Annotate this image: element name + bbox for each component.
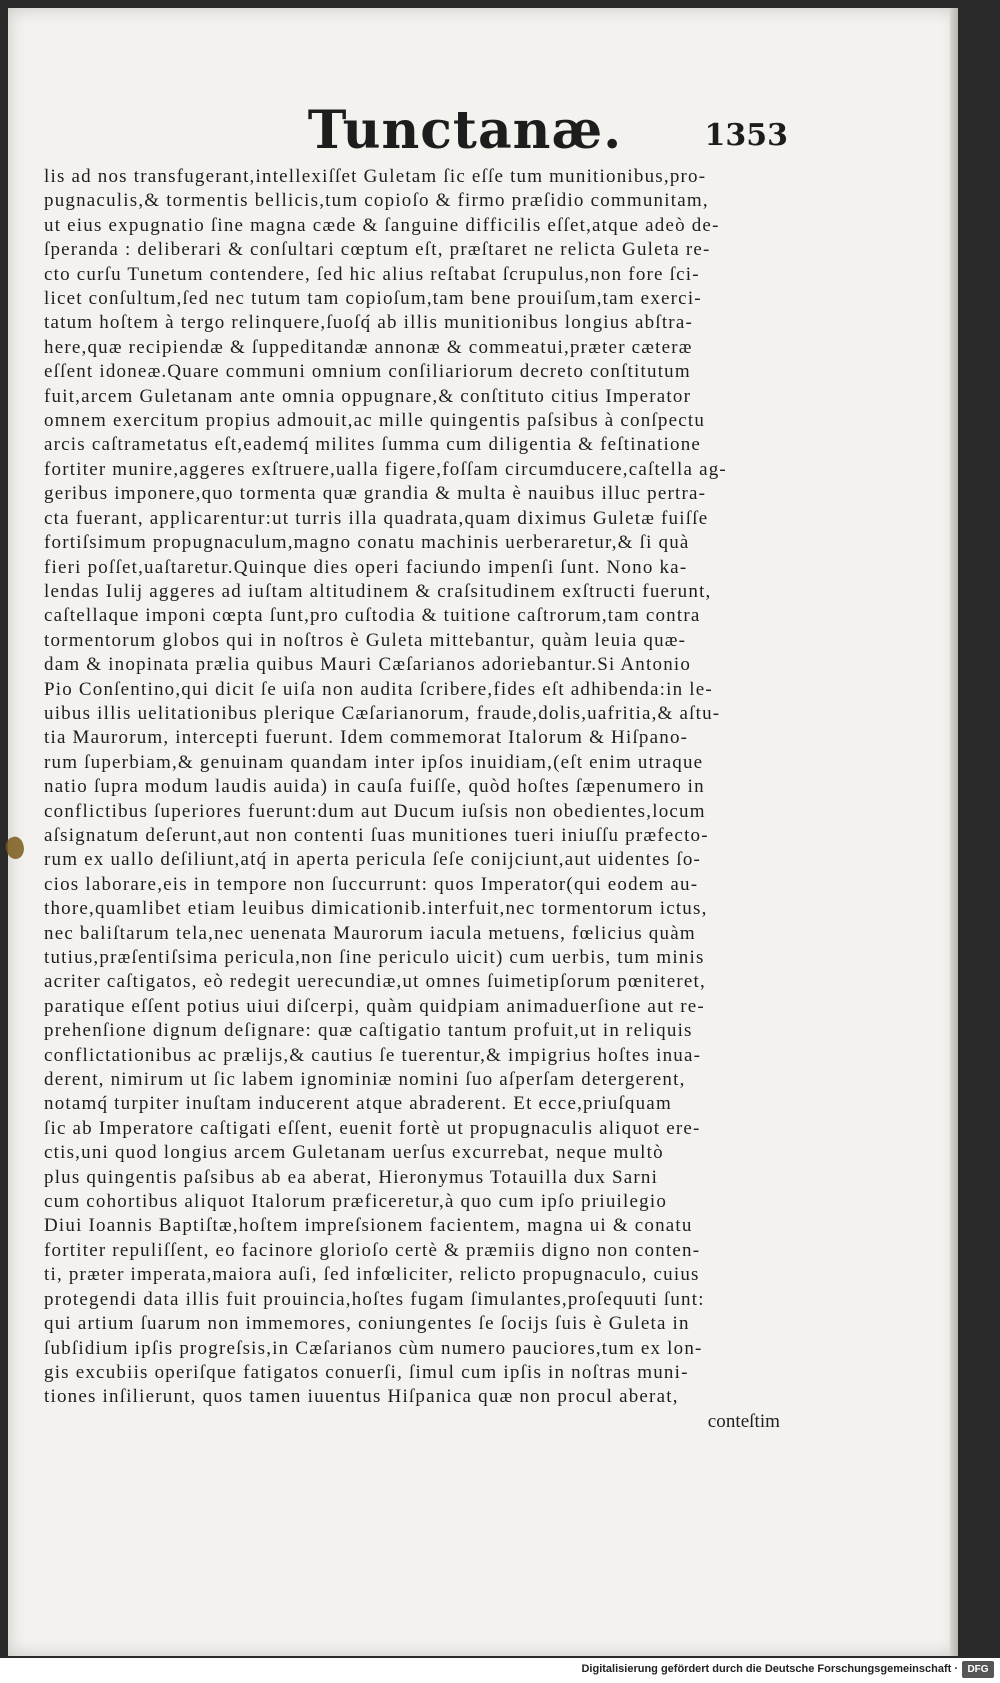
text-line: lis ad nos transfugerant,intellexiſſet Guletam ſic eſſe tum munitionibus,pro- (44, 166, 707, 187)
text-line: nec baliſtarum tela,nec uenenata Maurorum iacula metuens, fœlicius quàm (44, 922, 696, 944)
text-line: rum ſuperbiam,& genuinam quandam inter ipſos inuidiam,(eſt enim utraque (44, 751, 704, 773)
text-line: natio ſupra modum laudis auida) in cauſa fuiſſe, quòd hoſtes ſæpenumero in (44, 776, 705, 798)
text-line: tiones inſilierunt, quos tamen iuuentus Hiſpanica quæ non procul aberat, (44, 1386, 679, 1408)
text-line: tutius,præſentiſsima pericula,non ſine periculo uicit) cum uerbis, tum minis (44, 947, 705, 968)
text-line: thore,quamlibet etiam leuibus dimicationib.interfuit,nec tormentorum ictus, (44, 898, 708, 920)
text-line: Pio Conſentino,qui dicit ſe uiſa non audita ſcribere,fides eſt adhibenda:in le- (44, 678, 713, 700)
text-line: derent, nimirum ut ſic labem ignominiæ nomini ſuo aſperſam detergerent, (44, 1069, 686, 1091)
text-line: ſic ab Imperatore caſtigati eſſent, euenit fortè ut propugnaculis aliquot ere- (44, 1117, 701, 1139)
text-line: licet conſultum,ſed nec tutum tam copioſum,tam bene prouiſum,tam exerci- (44, 288, 702, 310)
text-line: cto curſu Tunetum contendere, ſed hic alius reſtabat ſcrupulus,non fore ſci- (44, 263, 700, 285)
text-line: ctis,uni quod longius arcem Guletanam uerſus excurrebat, neque multò (44, 1142, 664, 1164)
text-line: omnem exercitum propius admouit,ac mille quingentis paſsibus à conſpectu (44, 410, 706, 432)
text-line: uibus illis uelitationibus plerique Cæſarianorum, fraude,dolis,uafritia,& aſtu- (44, 702, 721, 724)
text-line: cios laborare,eis in tempore non ſuccurrunt: quos Imperator(qui eodem au- (44, 873, 699, 895)
text-line: fieri poſſet,uaſtaretur.Quinque dies operi faciundo impenſi ſunt. Nono ka- (44, 556, 688, 578)
text-line: acriter caſtigatos, eò redegit uerecundiæ,ut omnes ſuimetipſorum pœniteret, (44, 971, 706, 993)
text-line: Diui Ioannis Baptiſtæ,hoſtem impreſsionem facientem, magna ui & conatu (44, 1215, 693, 1237)
text-line: ut eius expugnatio ſine magna cæde & ſanguine difficilis eſſet,atque adeò de- (44, 214, 720, 236)
text-line: fortiter repuliſſent, eo facinore glorioſo certè & præmiis digno non conten- (44, 1239, 701, 1261)
text-line: ſperanda : deliberari & conſultari cœptum eſt, præſtaret ne relicta Guleta re- (44, 239, 711, 261)
text-line: pugnaculis,& tormentis bellicis,tum copioſo & firmo præſidio communitam, (44, 190, 709, 212)
text-line: ſubſidium ipſis progreſsis,in Cæſarianos cùm numero pauciores,tum ex lon- (44, 1337, 703, 1359)
digitization-credit: Digitalisierung gefördert durch die Deutsche Forschungsgemeinschaft · (581, 1663, 958, 1675)
text-line: lendas Iulij aggeres ad iuſtam altitudinem & craſsitudinem exſtructi fuerunt, (44, 580, 712, 602)
text-line: fortiſsimum propugnaculum,magno conatu machinis uerberaretur,& ſi quà (44, 532, 690, 554)
text-line: tia Maurorum, intercepti fuerunt. Idem commemorat Italorum & Hiſpano- (44, 727, 689, 749)
text-line: ti, præter imperata,maiora auſi, ſed infœliciter, relicto propugnaculo, cuius (44, 1264, 700, 1286)
text-line: qui artium ſuarum non immemores, coniungentes ſe ſocijs ſuis è Guleta in (44, 1313, 690, 1335)
text-line: plus quingentis paſsibus ab ea aberat, Hieronymus Totauilla dux Sarni (44, 1166, 659, 1188)
text-line: protegendi data illis fuit prouincia,hoſtes fugam ſimulantes,proſequuti ſunt: (44, 1288, 705, 1310)
text-line: here,quæ recipiendæ & ſuppeditandæ annonæ & commeatui,præter cæteræ (44, 336, 693, 358)
text-line: tormentorum globos qui in noſtros è Guleta mittebantur, quàm leuia quæ- (44, 629, 687, 651)
text-line: tatum hoſtem à tergo relinquere,ſuoſq́ ab illis munitionibus longius abſtra- (44, 312, 693, 334)
text-line: notamq́ turpiter inuſtam inducerent atque abraderent. Et ecce,priuſquam (44, 1093, 672, 1115)
text-line: fortiter munire,aggeres exſtruere,ualla figere,foſſam circumducere,caſtella ag- (44, 458, 727, 480)
text-line: cum cohortibus aliquot Italorum præficeretur,à quo cum ipſo priuilegio (44, 1191, 668, 1213)
footer-bar (0, 1658, 1000, 1683)
text-line: geribus imponere,quo tormenta quæ grandia & multa è nauibus illuc pertra- (44, 483, 707, 505)
text-line: caſtellaque imponi cœpta ſunt,pro cuſtodia & tuitione caſtrorum,tam contra (44, 605, 701, 627)
page-number: 1353 (704, 118, 788, 153)
text-line: conflictibus ſuperiores fuerunt:dum aut Ducum iuſsis non obedientes,locum (44, 800, 706, 822)
dfg-logo: DFG (962, 1661, 994, 1678)
text-line: arcis caſtrametatus eſt,eademq́ milites ſumma cum diligentia & feſtinatione (44, 434, 702, 456)
text-line: prehenſione dignum deſignare: quæ caſtigatio tantum profuit,ut in reliquis (44, 1020, 693, 1042)
text-line: conflictationibus ac prælijs,& cautius ſe tuerentur,& impigrius hoſtes inua- (44, 1044, 702, 1066)
body-text (44, 165, 784, 1434)
running-head: Tunctanæ. (307, 100, 623, 161)
text-line: cta fuerant, applicarentur:ut turris illa quadrata,quam diximus Guletæ fuiſſe (44, 507, 709, 529)
page-edge (950, 8, 958, 1656)
text-line: rum ex uallo deſiliunt,atq́ in aperta pericula ſeſe conijciunt,aut uidentes ſo- (44, 849, 702, 871)
text-line: gis excubiis operiſque fatigatos conuerſi, ſimul cum ipſis in noſtras muni- (44, 1361, 689, 1383)
text-line: aſsignatum deſerunt,aut non contenti ſuas munitiones tueri iniuſſu præfecto- (44, 824, 709, 846)
text-line: paratique eſſent potius uiui diſcerpi, quàm quidpiam animaduerſione aut re- (44, 995, 705, 1017)
text-line: fuit,arcem Guletanam ante omnia oppugnare,& conſtituto citius Imperator (44, 385, 692, 407)
text-line: eſſent idoneæ.Quare communi omnium conſiliariorum decreto conſtitutum (44, 361, 691, 383)
catchword: conteſtim (707, 1410, 780, 1432)
text-line: dam & inopinata prælia quibus Mauri Cæſarianos adoriebantur.Si Antonio (44, 654, 692, 676)
